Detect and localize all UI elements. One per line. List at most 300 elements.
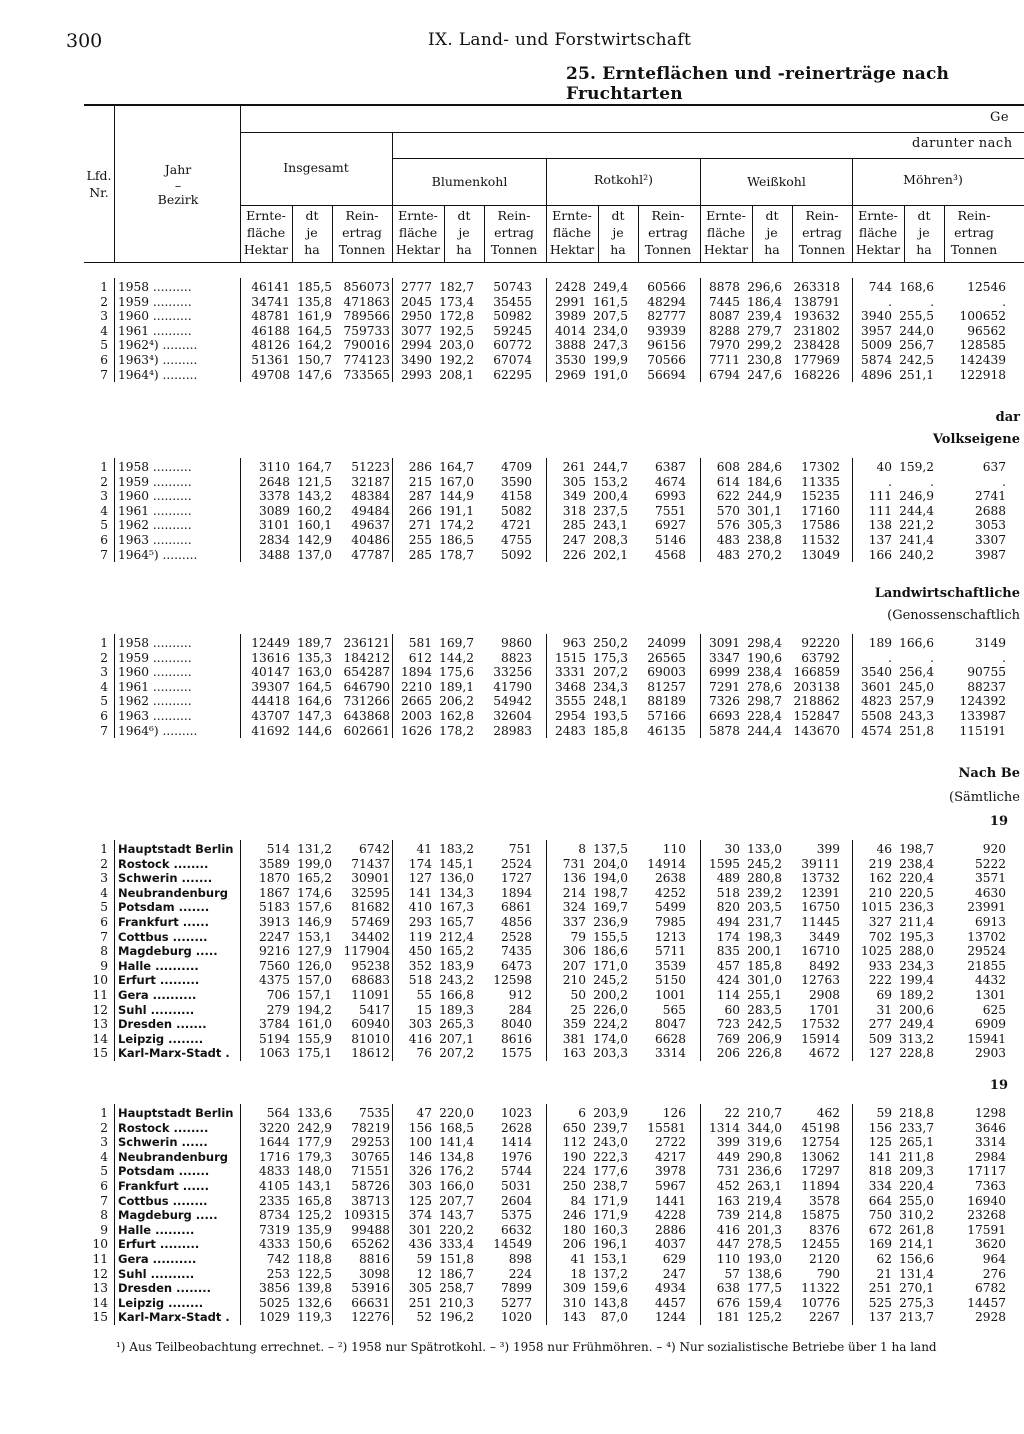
table-cell: 319,6 xyxy=(747,1135,782,1150)
table-cell: 326 xyxy=(408,1164,432,1179)
table-cell: 3555 xyxy=(554,694,586,709)
bezirk-header: Bezirk xyxy=(157,192,199,207)
row-number: 12 xyxy=(92,1002,108,1017)
table-cell: 310,2 xyxy=(899,1208,934,1223)
table-cell: 248,1 xyxy=(593,694,628,709)
table-cell: 1870 xyxy=(258,871,290,886)
section-heading-landwirtschaftliche: Landwirtschaftliche xyxy=(874,586,1020,601)
table-cell: 255,1 xyxy=(747,988,782,1002)
table-cell: 29253 xyxy=(351,1135,390,1150)
table-cell: 265,1 xyxy=(899,1135,934,1150)
table-cell: 769 xyxy=(716,1031,740,1046)
table-cell: 3149 xyxy=(974,636,1006,650)
table-cell: 132,6 xyxy=(297,1295,332,1310)
table-cell: 118,8 xyxy=(297,1252,332,1266)
table-cell: 207,2 xyxy=(439,1046,474,1061)
table-cell: 8734 xyxy=(258,1208,290,1223)
row-label: 1961 .......... xyxy=(118,679,192,694)
table-cell: 196,2 xyxy=(439,1310,474,1325)
jahr-dash: – xyxy=(174,178,182,193)
table-cell: 164,2 xyxy=(297,338,332,353)
table-cell: 12276 xyxy=(351,1310,390,1325)
table-cell: 1023 xyxy=(500,1106,532,1120)
table-cell: 148,0 xyxy=(297,1164,332,1179)
table-cell: 220,0 xyxy=(439,1106,474,1120)
table-cell: 3101 xyxy=(258,518,290,533)
table-cell: 125,2 xyxy=(297,1208,332,1223)
table-cell: 33256 xyxy=(493,665,532,680)
table-cell: 121,5 xyxy=(297,474,332,489)
table-cell: 203,0 xyxy=(439,338,474,353)
row-number: 6 xyxy=(100,353,108,367)
table-cell: 3601 xyxy=(860,679,892,694)
table-cell: 290,8 xyxy=(747,1149,782,1164)
row-number: 11 xyxy=(92,1252,108,1266)
table-cell: 12449 xyxy=(251,636,290,650)
table-cell: 150,6 xyxy=(297,1237,332,1252)
table-cell: 143,2 xyxy=(297,489,332,504)
table-cell: 163 xyxy=(562,1046,586,1061)
row-label: 1962 .......... xyxy=(118,518,192,533)
table-cell: 457 xyxy=(716,958,740,973)
table-cell: 8 xyxy=(578,842,586,856)
page-number: 300 xyxy=(66,30,103,52)
table-cell: 30765 xyxy=(351,1149,390,1164)
table-cell: 214,8 xyxy=(747,1208,782,1223)
table-cell: 226 xyxy=(562,547,586,562)
row-label: 1964⁴) ......... xyxy=(118,367,198,382)
table-cell: 40 xyxy=(876,460,892,474)
table-cell: 450 xyxy=(408,944,432,959)
table-cell: 144,2 xyxy=(439,650,474,665)
table-cell: 5711 xyxy=(654,944,686,959)
table-cell: 11532 xyxy=(801,533,840,547)
table-cell: 137,0 xyxy=(297,547,332,562)
table-cell: 247,6 xyxy=(747,367,782,382)
table-cell: 774123 xyxy=(343,353,390,367)
table-row xyxy=(80,1223,1020,1237)
table-cell: . xyxy=(930,294,934,309)
table-cell: 182,7 xyxy=(439,280,474,294)
table-cell: 213,7 xyxy=(899,1310,934,1325)
table-cell: 261,8 xyxy=(899,1222,934,1237)
table-cell: 163 xyxy=(716,1193,740,1208)
table-cell: 214 xyxy=(562,885,586,900)
table-cell: 186,5 xyxy=(439,533,474,547)
table-cell: 5417 xyxy=(358,1002,390,1017)
table-cell: 11091 xyxy=(351,988,390,1002)
table-cell: 40486 xyxy=(351,533,390,547)
table-cell: 276 xyxy=(982,1266,1006,1281)
table-row xyxy=(80,930,1020,944)
table-cell: 251,1 xyxy=(899,367,934,382)
table-cell: 237,5 xyxy=(593,503,628,518)
table-cell: 7560 xyxy=(258,958,290,973)
table-cell: 672 xyxy=(868,1222,892,1237)
table-cell: 963 xyxy=(562,636,586,650)
table-cell: 199,9 xyxy=(593,353,628,367)
table-cell: 191,1 xyxy=(439,503,474,518)
table-cell: 136 xyxy=(562,871,586,886)
table-cell: 706 xyxy=(266,988,290,1002)
table-cell: 1441 xyxy=(654,1193,686,1208)
table-cell: 30 xyxy=(724,842,740,856)
table-cell: 3539 xyxy=(654,958,686,973)
table-cell: 2003 xyxy=(400,709,432,723)
table-cell: 34741 xyxy=(251,294,290,309)
table-cell: 310 xyxy=(562,1295,586,1310)
table-row xyxy=(80,475,1020,489)
table-cell: 399 xyxy=(716,1135,740,1150)
table-cell: 5744 xyxy=(500,1164,532,1179)
row-number: 6 xyxy=(100,915,108,929)
table-cell: 13732 xyxy=(801,871,840,886)
table-cell: 47787 xyxy=(351,547,390,562)
table-cell: 8878 xyxy=(708,280,740,294)
table-row xyxy=(80,709,1020,723)
table-cell: 1894 xyxy=(400,665,432,680)
column-subheader: dt je ha xyxy=(610,208,626,257)
row-number: 6 xyxy=(100,709,108,723)
table-cell: 7970 xyxy=(708,338,740,353)
table-row xyxy=(80,1003,1020,1017)
table-cell: 183,2 xyxy=(439,842,474,856)
table-cell: 137 xyxy=(868,533,892,547)
table-cell: 9216 xyxy=(258,944,290,959)
table-row xyxy=(80,324,1020,338)
table-cell: 163,0 xyxy=(297,665,332,680)
table-cell: 125 xyxy=(408,1193,432,1208)
table-cell: 263,1 xyxy=(747,1179,782,1193)
table-row xyxy=(80,489,1020,503)
table-cell: 731266 xyxy=(343,694,390,709)
table-cell: 45198 xyxy=(801,1120,840,1135)
table-cell: 285 xyxy=(562,518,586,533)
table-cell: 1894 xyxy=(500,885,532,900)
table-cell: 13049 xyxy=(801,547,840,562)
table-cell: 198,3 xyxy=(747,929,782,944)
table-cell: 564 xyxy=(266,1106,290,1120)
table-cell: 165,7 xyxy=(439,915,474,929)
section-heading-dar: dar xyxy=(995,410,1020,425)
table-cell: . xyxy=(1002,294,1006,309)
table-cell: 301,1 xyxy=(747,503,782,518)
table-cell: 664 xyxy=(868,1193,892,1208)
table-cell: 2604 xyxy=(500,1193,532,1208)
table-cell: 3620 xyxy=(974,1237,1006,1252)
table-cell: 4574 xyxy=(860,723,892,738)
table-cell: 2984 xyxy=(974,1149,1006,1164)
table-cell: 449 xyxy=(716,1149,740,1164)
table-cell: 5150 xyxy=(654,973,686,988)
column-subheader: Rein- ertrag Tonnen xyxy=(644,208,692,257)
table-cell: 143670 xyxy=(793,723,840,738)
table-cell: 110 xyxy=(662,842,686,856)
table-cell: 7985 xyxy=(654,915,686,929)
table-cell: 127,9 xyxy=(297,944,332,959)
table-cell: 2886 xyxy=(654,1222,686,1237)
table-cell: 303 xyxy=(408,1179,432,1193)
table-cell: 175,3 xyxy=(593,650,628,665)
table-cell: 15 xyxy=(416,1002,432,1017)
table-cell: 5194 xyxy=(258,1031,290,1046)
table-cell: 100652 xyxy=(959,309,1006,324)
table-cell: 12754 xyxy=(801,1135,840,1150)
table-cell: 138,6 xyxy=(747,1266,782,1281)
table-cell: 26565 xyxy=(647,650,686,665)
table-cell: 40147 xyxy=(251,665,290,680)
table-cell: 2688 xyxy=(974,503,1006,518)
table-cell: 790016 xyxy=(343,338,390,353)
table-cell: . xyxy=(1002,650,1006,665)
table-cell: 3110 xyxy=(258,460,290,474)
table-cell: 301 xyxy=(408,1222,432,1237)
table-cell: 69 xyxy=(876,988,892,1002)
table-cell: 739 xyxy=(716,1208,740,1223)
table-cell: 278,5 xyxy=(747,1237,782,1252)
table-cell: 4105 xyxy=(258,1179,290,1193)
table-cell: 277 xyxy=(868,1017,892,1032)
table-cell: 5878 xyxy=(708,723,740,738)
table-cell: 8816 xyxy=(358,1252,390,1266)
table-cell: 13062 xyxy=(801,1149,840,1164)
table-cell: 12546 xyxy=(967,280,1006,294)
table-cell: 818 xyxy=(868,1164,892,1179)
table-cell: 96562 xyxy=(967,323,1006,338)
table-cell: 15875 xyxy=(801,1208,840,1223)
row-number: 15 xyxy=(92,1046,108,1061)
row-label: Erfurt ......... xyxy=(118,973,200,988)
table-cell: 2247 xyxy=(258,929,290,944)
table-cell: 131,4 xyxy=(899,1266,934,1281)
table-row xyxy=(80,338,1020,352)
table-cell: 109315 xyxy=(343,1208,390,1223)
table-cell: 193632 xyxy=(793,309,840,324)
table-cell: 173,4 xyxy=(439,294,474,309)
table-cell: 7535 xyxy=(358,1106,390,1120)
table-cell: 265,3 xyxy=(439,1017,474,1032)
group-header-weisskohl: Weißkohl xyxy=(747,174,806,189)
table-cell: 638 xyxy=(716,1281,740,1296)
table-cell: 125,2 xyxy=(747,1310,782,1325)
table-cell: 5183 xyxy=(258,900,290,915)
table-cell: 8288 xyxy=(708,323,740,338)
table-cell: 134,8 xyxy=(439,1149,474,1164)
table-cell: 2950 xyxy=(400,309,432,324)
table-cell: 247,3 xyxy=(593,338,628,353)
table-cell: 14549 xyxy=(493,1237,532,1252)
table-cell: 3307 xyxy=(974,533,1006,547)
table-cell: 250 xyxy=(562,1179,586,1193)
table-cell: 150,7 xyxy=(297,353,332,367)
table-cell: 6 xyxy=(578,1106,586,1120)
table-cell: 59 xyxy=(876,1106,892,1120)
table-cell: 2045 xyxy=(400,294,432,309)
table-cell: 5874 xyxy=(860,353,892,367)
table-cell: 3488 xyxy=(258,547,290,562)
table-cell: 12391 xyxy=(801,885,840,900)
table-cell: 162 xyxy=(868,871,892,886)
table-cell: 69003 xyxy=(647,665,686,680)
table-cell: 2628 xyxy=(500,1120,532,1135)
table-cell: 242,9 xyxy=(297,1120,332,1135)
table-cell: 203,3 xyxy=(593,1046,628,1061)
table-cell: 117904 xyxy=(343,944,390,959)
table-cell: 1314 xyxy=(708,1120,740,1135)
table-cell: 206,9 xyxy=(747,1031,782,1046)
table-cell: 127 xyxy=(868,1046,892,1061)
table-cell: 3378 xyxy=(258,489,290,504)
table-cell: 2903 xyxy=(974,1046,1006,1061)
table-cell: 155,5 xyxy=(593,929,628,944)
table-cell: 1727 xyxy=(500,871,532,886)
row-label: Cottbus ........ xyxy=(118,1193,208,1208)
table-row xyxy=(80,295,1020,309)
table-cell: 137,5 xyxy=(593,842,628,856)
table-cell: 898 xyxy=(508,1252,532,1266)
table-cell: 654287 xyxy=(343,665,390,680)
table-cell: 244,9 xyxy=(747,489,782,504)
table-cell: 494 xyxy=(716,915,740,929)
table-cell: 88237 xyxy=(967,679,1006,694)
table-cell: 183,9 xyxy=(439,958,474,973)
table-cell: 263318 xyxy=(793,280,840,294)
table-cell: 60940 xyxy=(351,1017,390,1032)
table-cell: 207,1 xyxy=(439,1031,474,1046)
table-row xyxy=(80,1121,1020,1135)
table-cell: 153,1 xyxy=(593,1252,628,1266)
table-cell: 224 xyxy=(508,1266,532,1281)
table-cell: 17117 xyxy=(967,1164,1006,1179)
table-cell: 159,2 xyxy=(899,460,934,474)
table-cell: 160,2 xyxy=(297,503,332,518)
table-row xyxy=(80,280,1020,294)
table-cell: 166,6 xyxy=(899,636,934,650)
table-row xyxy=(80,1237,1020,1251)
table-cell: 374 xyxy=(408,1208,432,1223)
row-number: 9 xyxy=(100,1222,108,1237)
table-cell: 4823 xyxy=(860,694,892,709)
table-cell: 17302 xyxy=(801,460,840,474)
table-cell: 244,0 xyxy=(899,323,934,338)
row-number: 13 xyxy=(92,1281,108,1296)
table-cell: 5967 xyxy=(654,1179,686,1193)
table-cell: 47 xyxy=(416,1106,432,1120)
table-cell: 18612 xyxy=(351,1046,390,1061)
table-cell: 2834 xyxy=(258,533,290,547)
table-cell: 4568 xyxy=(654,547,686,562)
table-cell: 66631 xyxy=(351,1295,390,1310)
table-cell: 53916 xyxy=(351,1281,390,1296)
table-cell: 5508 xyxy=(860,709,892,723)
row-number: 8 xyxy=(100,1208,108,1223)
table-cell: 7711 xyxy=(708,353,740,367)
column-subheader: Rein- ertrag Tonnen xyxy=(798,208,846,257)
jahr-header: Jahr xyxy=(164,162,192,177)
table-cell: 247 xyxy=(662,1266,686,1281)
table-cell: 4432 xyxy=(974,973,1006,988)
table-cell: 157,1 xyxy=(297,988,332,1002)
table-cell: 4755 xyxy=(500,533,532,547)
table-cell: 230,8 xyxy=(747,353,782,367)
section-heading-nach-bezirken: Nach Be xyxy=(958,766,1020,781)
table-cell: 242,5 xyxy=(747,1017,782,1032)
table-cell: 4672 xyxy=(808,1046,840,1061)
table-cell: 186,6 xyxy=(593,944,628,959)
row-label: 1964⁵) ......... xyxy=(118,547,198,562)
column-subheader: Rein- ertrag Tonnen xyxy=(490,208,538,257)
table-cell: 1867 xyxy=(258,885,290,900)
table-cell: 471863 xyxy=(343,294,390,309)
table-cell: 156 xyxy=(408,1120,432,1135)
table-cell: 39307 xyxy=(251,679,290,694)
table-cell: 59 xyxy=(416,1252,432,1266)
table-cell: 71437 xyxy=(351,856,390,871)
table-cell: 11335 xyxy=(801,474,840,489)
table-cell: 337 xyxy=(562,915,586,929)
table-cell: 344,0 xyxy=(747,1120,782,1135)
table-cell: 231802 xyxy=(793,323,840,338)
darunter-header: darunter nach xyxy=(912,136,1013,151)
table-cell: 59245 xyxy=(493,323,532,338)
column-subheader: Ernte- fläche Hektar xyxy=(855,208,901,257)
table-cell: 138 xyxy=(868,518,892,533)
table-cell: 194,2 xyxy=(297,1002,332,1017)
row-number: 5 xyxy=(100,694,108,709)
table-cell: 90755 xyxy=(967,665,1006,680)
row-number: 2 xyxy=(100,1120,108,1135)
table-row xyxy=(80,460,1020,474)
table-cell: 231,7 xyxy=(747,915,782,929)
table-row xyxy=(80,504,1020,518)
row-number: 2 xyxy=(100,474,108,489)
table-cell: 2994 xyxy=(400,338,432,353)
table-row xyxy=(80,1032,1020,1046)
table-cell: 236,6 xyxy=(747,1164,782,1179)
table-cell: 211,8 xyxy=(899,1149,934,1164)
row-number: 7 xyxy=(100,547,108,562)
table-cell: 299,2 xyxy=(747,338,782,353)
table-cell: 141,4 xyxy=(439,1135,474,1150)
table-cell: 139,8 xyxy=(297,1281,332,1296)
table-cell: 147,3 xyxy=(297,709,332,723)
table-cell: 110 xyxy=(716,1252,740,1266)
row-label: Hauptstadt Berlin xyxy=(118,842,234,856)
table-cell: 198,7 xyxy=(593,885,628,900)
table-cell: 5499 xyxy=(654,900,686,915)
subheader-rule xyxy=(240,205,1024,206)
table-cell: 16710 xyxy=(801,944,840,959)
table-cell: 220,5 xyxy=(899,885,934,900)
table-cell: 155,9 xyxy=(297,1031,332,1046)
table-cell: 174 xyxy=(408,856,432,871)
table-cell: 175,6 xyxy=(439,665,474,680)
table-cell: 279,7 xyxy=(747,323,782,338)
table-cell: 565 xyxy=(662,1002,686,1017)
table-cell: 48384 xyxy=(351,489,390,504)
table-cell: 142,9 xyxy=(297,533,332,547)
table-cell: 244,4 xyxy=(747,723,782,738)
table-cell: 212,4 xyxy=(439,929,474,944)
table-cell: 136,0 xyxy=(439,871,474,886)
table-cell: 352 xyxy=(408,958,432,973)
table-cell: 6999 xyxy=(708,665,740,680)
table-cell: 249,4 xyxy=(593,280,628,294)
table-cell: 3530 xyxy=(554,353,586,367)
row-label: 1958 .......... xyxy=(118,280,192,294)
row-label: Schwerin ....... xyxy=(118,871,213,886)
table-cell: 3468 xyxy=(554,679,586,694)
